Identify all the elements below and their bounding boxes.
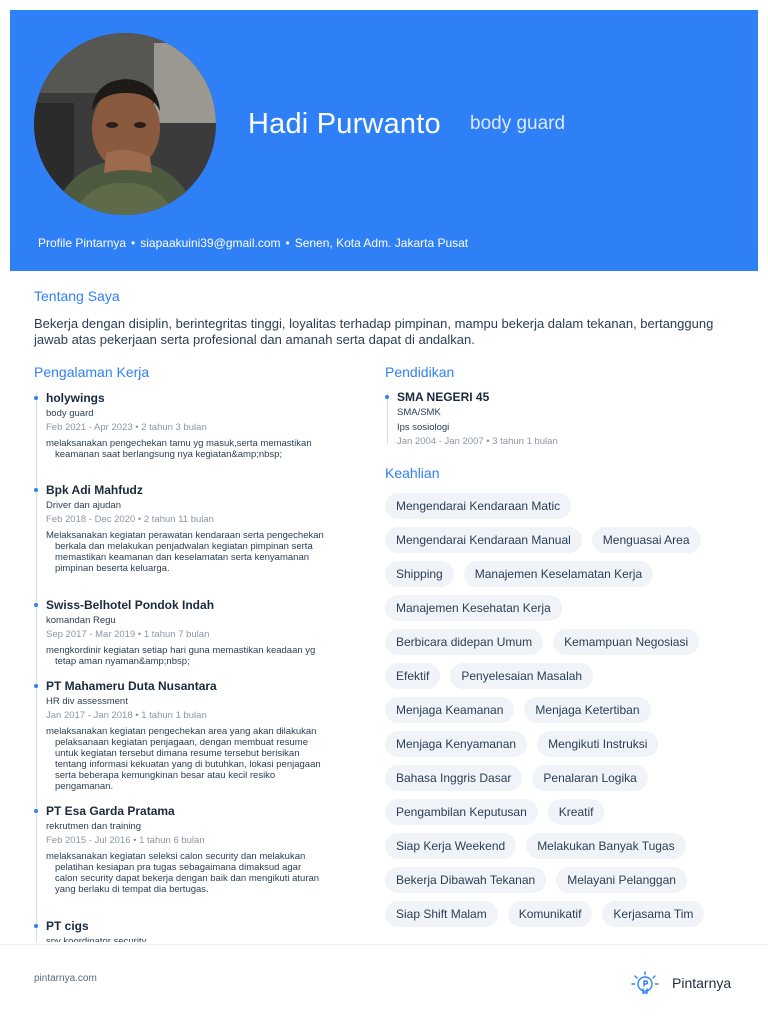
skills-list bbox=[385, 493, 715, 927]
skill-chip: Mengendarai Kendaraan Matic bbox=[385, 493, 571, 519]
experience-company: PT Mahameru Duta Nusantara bbox=[46, 679, 217, 693]
skill-chip: Komunikatif bbox=[508, 901, 593, 927]
education-dates: Jan 2004 - Jan 2007 • 3 tahun 1 bulan bbox=[397, 436, 558, 447]
skill-chip: Menjaga Ketertiban bbox=[524, 697, 650, 723]
experience-description: mengkordinir kegiatan setiap hari guna memastikan keadaan yg tetap aman nyaman&amp;nbsp; bbox=[46, 645, 316, 667]
education-item bbox=[397, 390, 697, 448]
profile-name: Hadi Purwanto bbox=[248, 108, 441, 140]
skill-chip: Bekerja Dibawah Tekanan bbox=[385, 867, 546, 893]
experience-description: Melaksanakan kegiatan perawatan kendaraan serta pengechekan berkala dan melakukan penjadwalan kegiatan pimpinan serta memastikan keamanan dan keselamatan serta kenyamanan pimpinan beserta keluarga. bbox=[46, 530, 324, 574]
experience-position: rekrutmen dan training bbox=[46, 821, 142, 832]
skill-chip: Kreatif bbox=[548, 799, 605, 825]
experience-description: melaksanakan kegiatan seleksi calon security dan melakukan pelatihan kesiapan pra tugas sebagaimana dimaksud agar calon security dapat bekerja dengan baik dan mengikuti aturan yang berlaku di tempat dia bertugas. bbox=[46, 851, 320, 895]
skill-chip: Manajemen Kesehatan Kerja bbox=[385, 595, 562, 621]
about-text: Bekerja dengan disiplin, berintegritas tinggi, loyalitas terhadap pimpinan, mampu bekerja dalam tekanan, bertanggung jawab atas pekerjaan serta profesional dan amanah serta dapat di andalkan. bbox=[34, 316, 714, 347]
education-title: Pendidikan bbox=[385, 364, 455, 380]
education-school: SMA NEGERI 45 bbox=[397, 390, 490, 404]
experience-company: Bpk Adi Mahfudz bbox=[46, 483, 143, 497]
experience-item bbox=[46, 391, 326, 460]
timeline-bullet bbox=[34, 488, 38, 492]
experience-position: HR div assessment bbox=[46, 696, 128, 707]
education-major: Ips sosiologi bbox=[397, 422, 450, 433]
skill-chip: Siap Shift Malam bbox=[385, 901, 498, 927]
experience-position: komandan Regu bbox=[46, 615, 116, 626]
experience-item bbox=[46, 598, 326, 667]
experience-item bbox=[46, 804, 326, 895]
skill-chip: Manajemen Keselamatan Kerja bbox=[464, 561, 653, 587]
footer-brand: Pintarnya bbox=[672, 975, 732, 991]
skills-title: Keahlian bbox=[385, 465, 440, 481]
skill-chip: Kemampuan Negosiasi bbox=[553, 629, 699, 655]
skill-chip: Siap Kerja Weekend bbox=[385, 833, 516, 859]
skill-chip: Melayani Pelanggan bbox=[556, 867, 687, 893]
timeline-bullet bbox=[34, 396, 38, 400]
timeline-bullet bbox=[34, 809, 38, 813]
separator: • bbox=[131, 236, 136, 250]
experience-title: Pengalaman Kerja bbox=[34, 364, 150, 380]
lightbulb-logo-icon bbox=[630, 970, 660, 998]
profile-link[interactable]: Profile Pintarnya bbox=[38, 236, 127, 250]
skill-chip: Efektif bbox=[385, 663, 440, 689]
skill-chip: Shipping bbox=[385, 561, 454, 587]
timeline-bullet bbox=[34, 684, 38, 688]
skill-chip: Mengikuti Instruksi bbox=[537, 731, 658, 757]
experience-company: PT Esa Garda Pratama bbox=[46, 804, 175, 818]
profile-photo bbox=[34, 33, 216, 215]
experience-description: melaksanakan pengechekan tamu yg masuk,serta memastikan keamanan saat berlangsung nya kegiatan&amp;nbsp; bbox=[46, 438, 312, 460]
skill-chip: Kerjasama Tim bbox=[602, 901, 704, 927]
profile-role: body guard bbox=[470, 113, 566, 134]
email-text[interactable]: siapaakuini39@gmail.com bbox=[140, 236, 281, 250]
experience-position: body guard bbox=[46, 408, 94, 419]
skill-chip: Penyelesaian Masalah bbox=[450, 663, 593, 689]
skill-chip: Bahasa Inggris Dasar bbox=[385, 765, 522, 791]
experience-dates: Sep 2017 - Mar 2019 • 1 tahun 7 bulan bbox=[46, 629, 210, 640]
skill-chip: Mengendarai Kendaraan Manual bbox=[385, 527, 582, 553]
education-level: SMA/SMK bbox=[397, 407, 441, 418]
footer-site-link[interactable]: pintarnya.com bbox=[34, 973, 97, 984]
experience-position: Driver dan ajudan bbox=[46, 500, 121, 511]
location-text: Senen, Kota Adm. Jakarta Pusat bbox=[294, 236, 469, 250]
footer-divider bbox=[0, 944, 768, 945]
page-cutoff bbox=[0, 942, 768, 962]
about-title: Tentang Saya bbox=[34, 288, 120, 304]
experience-company: Swiss-Belhotel Pondok Indah bbox=[46, 598, 215, 612]
experience-description: melaksanakan kegiatan pengechekan area yang akan dilakukan pelaksanaan kegiatan penjagaan, dengan membuat resume untuk kegiatan tersebut dimana resume tersebut berisikan tentang informasi kekuatan yang di butuhkan, lokasi penjagaan serta beberapa kemungkinan besar atau kecil resiko pengamanan. bbox=[46, 726, 321, 792]
skill-chip: Menjaga Keamanan bbox=[385, 697, 514, 723]
skill-chip: Pengambilan Keputusan bbox=[385, 799, 538, 825]
skill-chip: Berbicara didepan Umum bbox=[385, 629, 543, 655]
experience-item bbox=[46, 679, 326, 792]
skill-chip: Menjaga Kenyamanan bbox=[385, 731, 527, 757]
separator: • bbox=[285, 236, 290, 250]
experience-dates: Feb 2021 - Apr 2023 • 2 tahun 3 bulan bbox=[46, 422, 207, 433]
skill-chip: Penalaran Logika bbox=[532, 765, 647, 791]
profile-header bbox=[10, 10, 758, 271]
timeline-bullet bbox=[34, 603, 38, 607]
experience-dates: Feb 2015 - Jul 2016 • 1 tahun 6 bulan bbox=[46, 835, 205, 846]
skill-chip: Menguasai Area bbox=[592, 527, 701, 553]
timeline-bullet bbox=[34, 924, 38, 928]
contact-line bbox=[38, 236, 468, 250]
education-timeline bbox=[387, 392, 388, 444]
experience-dates: Feb 2018 - Dec 2020 • 2 tahun 11 bulan bbox=[46, 514, 214, 525]
experience-item bbox=[46, 483, 326, 574]
experience-company: PT cigs bbox=[46, 919, 89, 933]
timeline-bullet bbox=[385, 395, 389, 399]
experience-dates: Jan 2017 - Jan 2018 • 1 tahun 1 bulan bbox=[46, 710, 207, 721]
experience-company: holywings bbox=[46, 391, 105, 405]
skill-chip: Melakukan Banyak Tugas bbox=[526, 833, 685, 859]
experience-timeline bbox=[36, 392, 37, 944]
